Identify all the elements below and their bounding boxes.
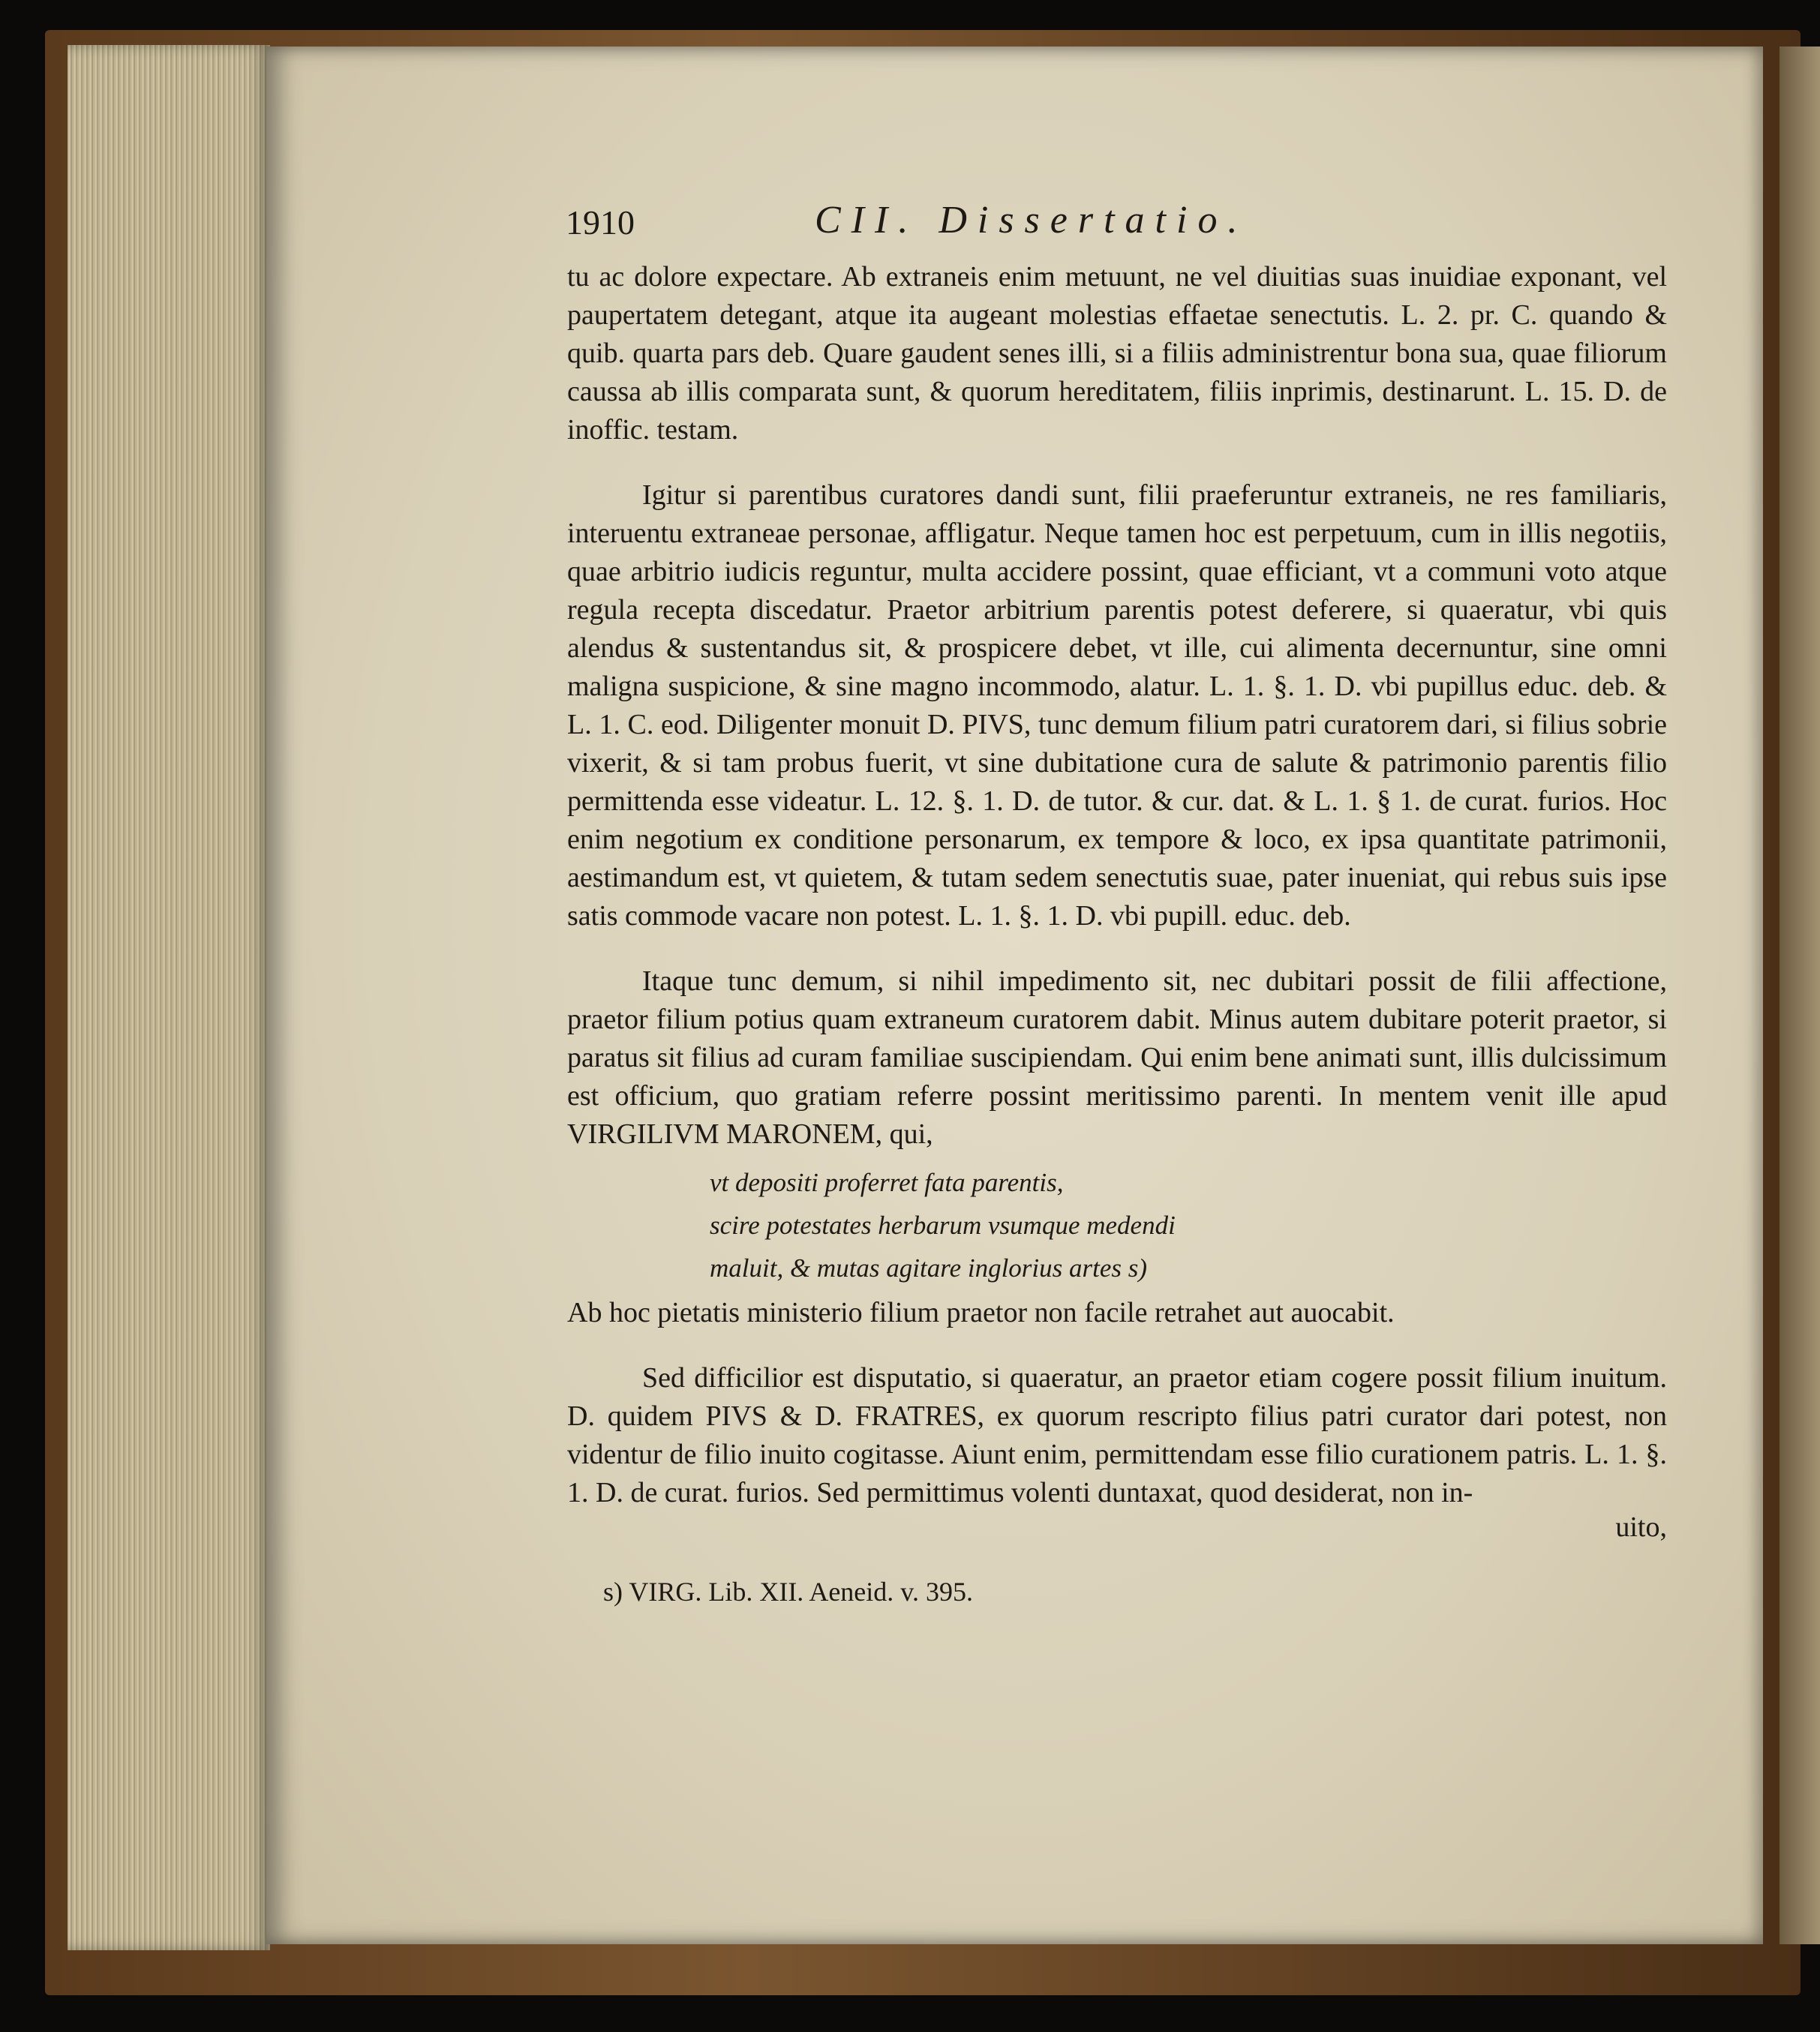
paragraph-2: Igitur si parentibus curatores dandi sunt, filii praeferuntur extraneis, ne res familiaris, interuentu extraneae personae, affligatur. Neque tamen hoc est perpetuum, cum in illis negotiis, quae arbitrio iudicis reguntur, multa accidere possint, quae efficiant, vt a communi voto atque regula recepta discedatur. Praetor arbitrium parentis potest deferere, si quaeratur, vbi quis alendus & sustentandus sit, & prospicere debet, vt ille, cui alimenta decernuntur, sine omni maligna suspicione, & sine magno incommodo, alatur. L. 1. §. 1. D. vbi pupillus educ. deb. & L. 1. C. eod. Diligenter monuit D. PIVS, tunc demum filium patri curatorem dari, si filius sobrie vixerit, & si tam probus fuerit, vt sine dubitatione cura de salute & patrimonio parentis filio permittenda esse videatur. L. 12. §. 1. D. de tutor. & cur. dat. & L. 1. § 1. de curat. furios. Hoc enim negotium ex conditione personarum, ex tempore & loco, ex ipsa quantitate patrimonii, aestimandum est, vt quietem, & tutam sedem senectutis suae, pater inueniat, qui rebus suis ipse satis commode vacare non potest. L. 1. §. 1. D. vbi pupill. educ. deb. (567, 479, 1667, 932)
paragraph-3: Itaque tunc demum, si nihil impedimento sit, nec dubitari possit de filii affectione, praetor filium potius quam extraneum curatorem dabit. Minus autem dubitare poterit praetor, si paratus sit filius ad curam familiae suscipiendam. Qui enim bene animati sunt, illis dulcissimum est officium, quo gratiam referre possint meritissimo parenti. In mentem venit ille apud VIRGILIVM MARONEM, qui, (567, 965, 1667, 1150)
verse-line-3: maluit, & mutas agitare inglorius artes s) (710, 1253, 1148, 1283)
page-edges (68, 45, 270, 1950)
catchword: uito, (1615, 1511, 1667, 1543)
verse-quote (567, 1161, 1667, 1289)
paragraph-1: tu ac dolore expectare. Ab extraneis enim metuunt, ne vel diuitias suas inuidiae exponant, vel paupertatem detegant, atque ita augeant molestias effaetae senectutis. L. 2. pr. C. quando & quib. quarta pars deb. Quare gaudent senes illi, si a filiis administrentur bona sua, quae filiorum caussa ab illis comparata sunt, & quorum hereditatem, filiis inprimis, destinarunt. L. 15. D. de inoffic. testam. (567, 261, 1667, 446)
paragraph-4: Sed difficilior est disputatio, si quaeratur, an praetor etiam cogere possit filium inuitum. D. quidem PIVS & D. FRATRES, ex quorum rescripto filius patri curator dari potest, non videntur de filio inuito cogitasse. Aiunt enim, permittendam esse filio curationem patris. L. 1. §. 1. D. de curat. furios. Sed permittimus volenti duntaxat, quod desiderat, non in- (567, 1362, 1667, 1508)
verse-line-1: vt depositi proferret fata parentis, (710, 1168, 1064, 1197)
page-content (566, 199, 1667, 1610)
verse-line-2: scire potestates herbarum vsumque medendi (710, 1211, 1176, 1240)
footnote: s) VIRG. Lib. XII. Aeneid. v. 395. (603, 1577, 973, 1607)
after-verse-line: Ab hoc pietatis ministerio filium praetor non facile retrahet aut auocabit. (567, 1297, 1395, 1328)
facing-page-edge (1779, 47, 1820, 1944)
running-title: CII. Dissertatio. (815, 199, 1248, 242)
page-number: 1910 (566, 203, 635, 242)
page-header (566, 199, 1667, 248)
